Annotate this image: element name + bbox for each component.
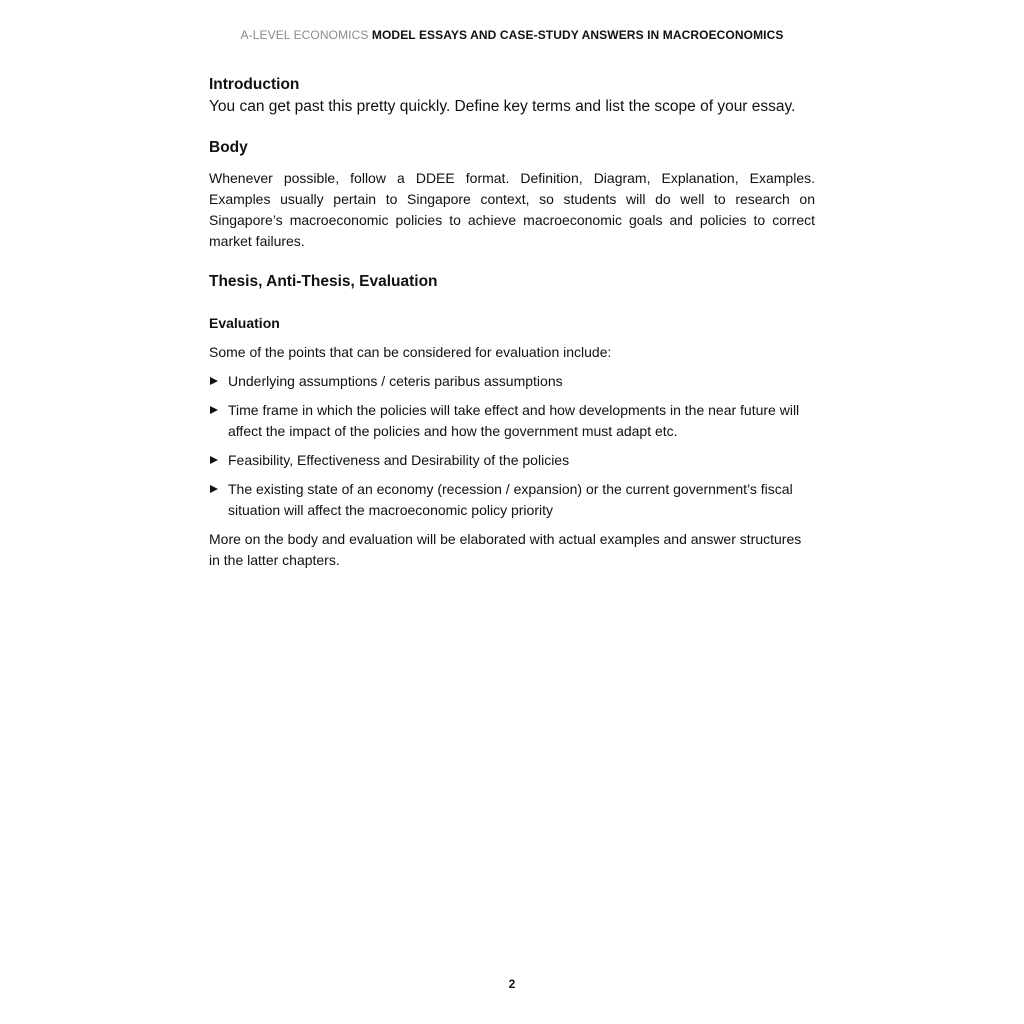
header-series: A-LEVEL ECONOMICS bbox=[240, 28, 369, 42]
header-book-title: MODEL ESSAYS AND CASE-STUDY ANSWERS IN MACROECONOMICS bbox=[371, 28, 784, 42]
thesis-heading: Thesis, Anti-Thesis, Evaluation bbox=[209, 273, 438, 290]
list-item bbox=[209, 400, 815, 442]
list-item bbox=[209, 371, 815, 392]
list-item bbox=[209, 450, 815, 471]
introduction-heading: Introduction bbox=[209, 76, 300, 93]
introduction-text: You can get past this pretty quickly. Define key terms and list the scope of your essay. bbox=[209, 98, 796, 115]
evaluation-closing-text: More on the body and evaluation will be elaborated with actual examples and answer structures in the latter chapters. bbox=[209, 531, 802, 568]
page-content bbox=[209, 74, 815, 571]
running-header bbox=[0, 28, 1024, 42]
list-item-text: The existing state of an economy (recession / expansion) or the current government’s fiscal situation will affect the macroeconomic policy priority bbox=[228, 481, 793, 518]
list-item-text: Underlying assumptions / ceteris paribus assumptions bbox=[228, 373, 563, 389]
evaluation-intro: Some of the points that can be considered for evaluation include: bbox=[209, 344, 612, 360]
triangle-bullet-icon bbox=[210, 406, 218, 414]
triangle-bullet-icon bbox=[210, 377, 218, 385]
evaluation-heading: Evaluation bbox=[209, 315, 280, 331]
body-heading: Body bbox=[209, 139, 248, 156]
page-number: 2 bbox=[508, 977, 516, 991]
list-item bbox=[209, 479, 815, 521]
list-item-text: Feasibility, Effectiveness and Desirability of the policies bbox=[228, 452, 570, 468]
list-item-text: Time frame in which the policies will take effect and how developments in the near future will affect the impact of the policies and how the government must adapt etc. bbox=[228, 402, 800, 439]
triangle-bullet-icon bbox=[210, 456, 218, 464]
evaluation-bullet-list bbox=[209, 371, 815, 521]
body-text: Whenever possible, follow a DDEE format. Definition, Diagram, Explanation, Examples. Examples usually pertain to Singapore context, so students will do well to research on Singapore’s macroeconomic policies to achieve macroeconomic goals and policies to correct market failures. bbox=[209, 170, 815, 249]
triangle-bullet-icon bbox=[210, 485, 218, 493]
